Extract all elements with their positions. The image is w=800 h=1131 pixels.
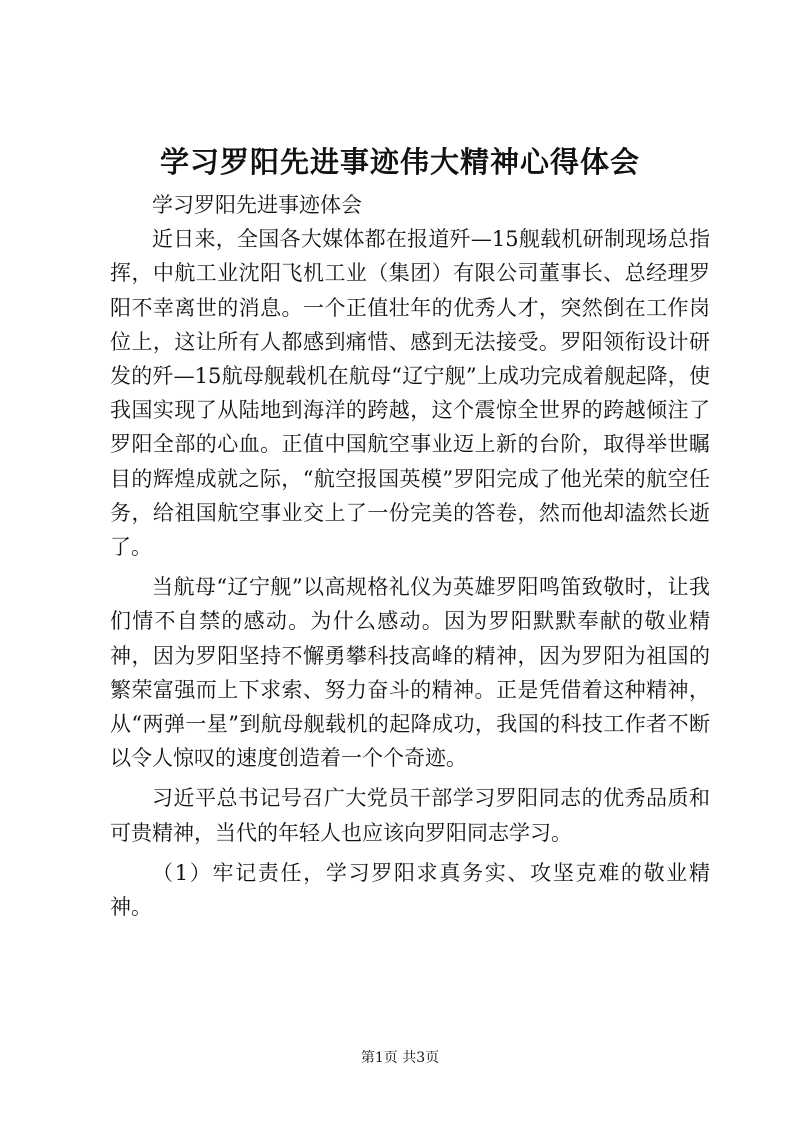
paragraph-2: 当航母“辽宁舰”以高规格礼仪为英雄罗阳鸣笛致敬时，让我们情不自禁的感动。为什么感动。因为罗阳默默奉献的敬业精神，因为罗阳坚持不懈勇攀科技高峰的精神，因为罗阳为祖国的繁荣富强而上下求索、努力奋斗的精神。正是凭借着这种精神，从“两弹一星”到航母舰载机的起降成功，我国的科技工作者不断以令人惊叹的速度创造着一个个奇迹。 xyxy=(110,575,710,771)
document-body xyxy=(110,188,710,924)
paragraph-3: 习近平总书记号召广大党员干部学习罗阳同志的优秀品质和可贵精神，当代的年轻人也应该向罗阳同志学习。 xyxy=(110,786,710,845)
paragraph-4: （1）牢记责任，学习罗阳求真务实、攻坚克难的敬业精神。 xyxy=(110,860,710,920)
paragraph-1: 近日来，全国各大媒体都在报道歼—15舰载机研制现场总指挥，中航工业沈阳飞机工业（集团）有限公司董事长、总经理罗阳不幸离世的消息。一个正值壮年的优秀人才，突然倒在工作岗位上，这让所有人都感到痛惜、感到无法接受。罗阳领衔设计研发的歼—15航母舰载机在航母“辽宁舰”上成功完成着舰起降，使我国实现了从陆地到海洋的跨越，这个震惊全世界的跨越倾注了罗阳全部的心血。正值中国航空事业迈上新的台阶，取得举世瞩目的辉煌成就之际，“航空报国英模”罗阳完成了他光荣的航空任务，给祖国航空事业交上了一份完美的答卷，然而他却溘然长逝了。 xyxy=(110,227,710,560)
page-number-footer: 第1页 共3页 xyxy=(360,1050,440,1066)
document-title: 学习罗阳先进事迹伟大精神心得体会 xyxy=(159,145,640,179)
document-subtitle: 学习罗阳先进事迹体会 xyxy=(152,193,362,217)
